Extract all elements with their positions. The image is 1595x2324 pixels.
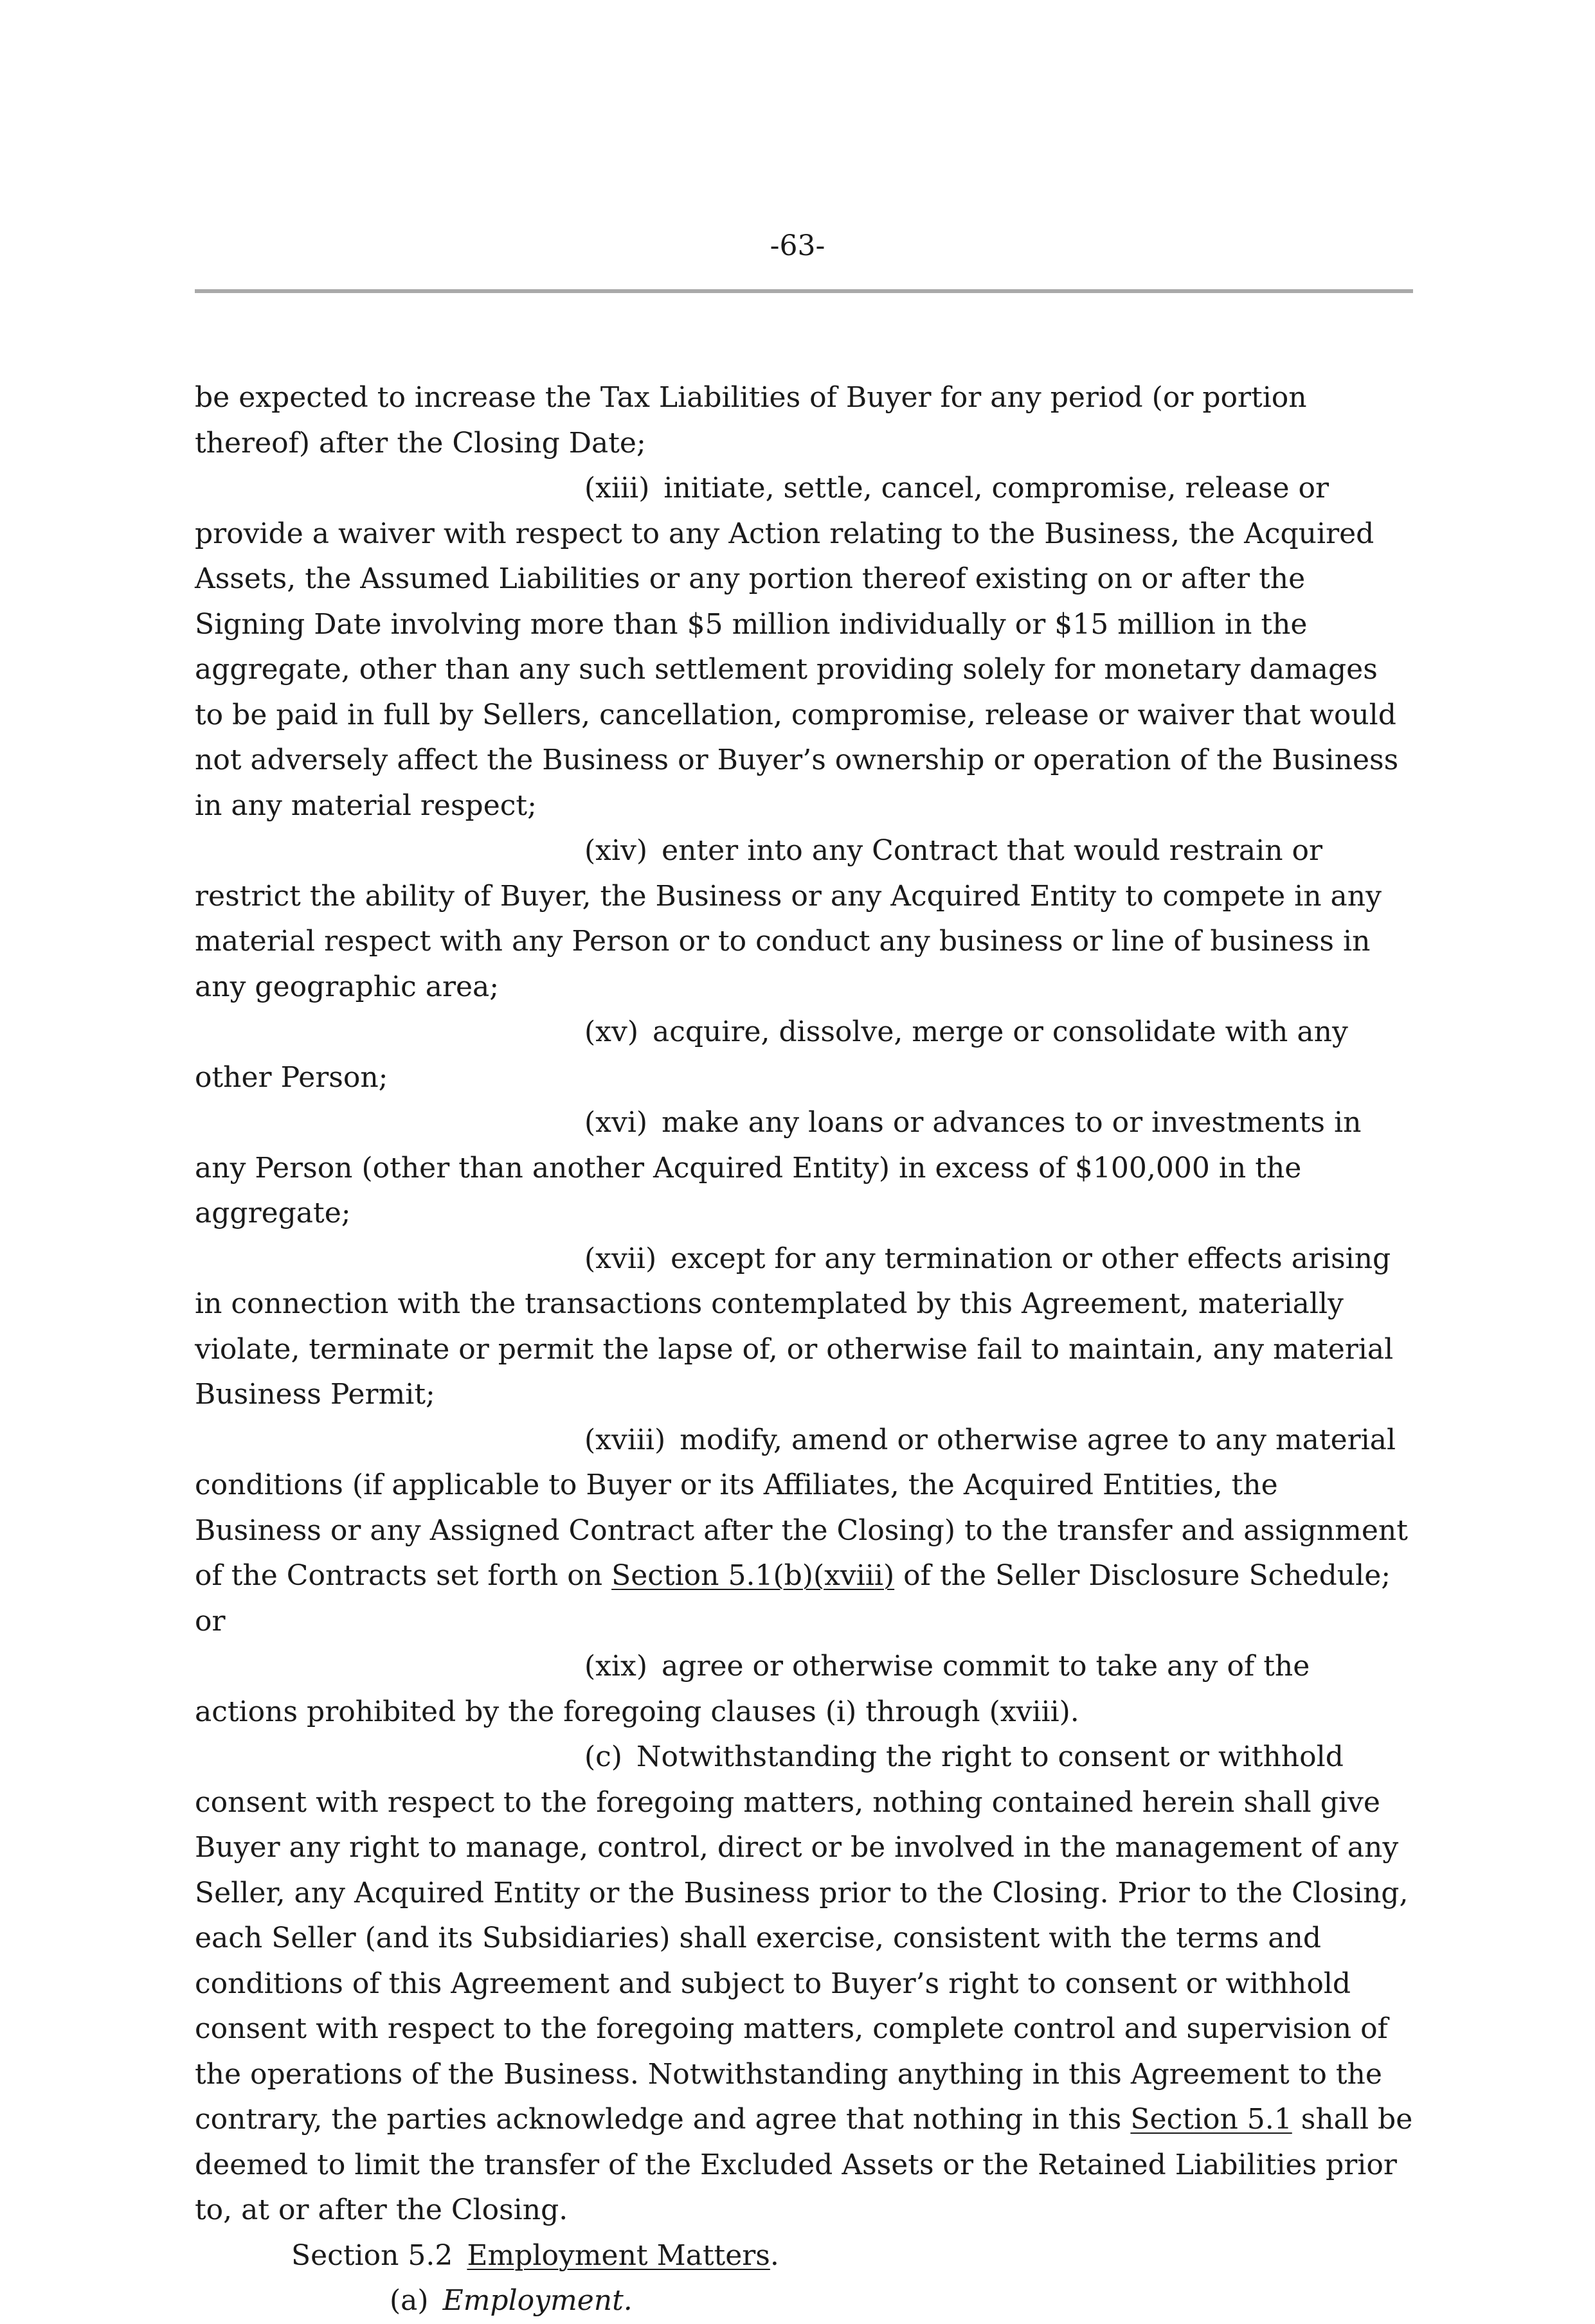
- clause-xviii: [195, 1418, 1413, 1645]
- clause-text: Notwithstanding the right to consent or withhold consent with respect to the foregoing matters, nothing contained herein shall give Buyer any right to manage, control, direct or be involved in the management of any Seller, any Acquired Entity or the Business prior to the Closing. Prior to the Closing, each Seller (and its Subsidiaries) shall exercise, consistent with the terms and conditions of this Agreement and subject to Buyer’s right to consent or withhold consent with respect to the foregoing matters, complete control and supervision of the operations of the Business. Notwithstanding anything in this Agreement to the contrary, the parties acknowledge and agree that nothing in this: [195, 1740, 1409, 2136]
- clause-xiii: [195, 466, 1413, 828]
- subsection-heading: [195, 2278, 1413, 2324]
- document-body: [195, 375, 1413, 2324]
- header-divider: [195, 289, 1413, 293]
- subsection-number: (a): [390, 2284, 429, 2317]
- clause-text-after: shall be deemed to limit the transfer of the Excluded Assets or the Retained Liabilities prior to, at or after the Closing.: [195, 2103, 1413, 2226]
- section-number: Section 5.2: [291, 2239, 453, 2272]
- clause-text: acquire, dissolve, merge or consolidate with any other Person;: [195, 1015, 1348, 1094]
- section-heading: Section 5.2 Employment Matters.: [195, 2233, 1413, 2279]
- clause-number: (xiv): [584, 834, 648, 867]
- clause-text: modify, amend or otherwise agree to any material conditions (if applicable to Buyer or its Affiliates, the Acquired Entities, the Business or any Assigned Contract after the Closing) to the transfer and assignment of the Contracts set forth on: [195, 1423, 1408, 1592]
- clause-text: enter into any Contract that would restrain or restrict the ability of Buyer, the Business or any Acquired Entity to compete in any material respect with any Person or to conduct any business or line of business in any geographic area;: [195, 834, 1382, 1003]
- clause-number: (xvii): [584, 1242, 657, 1275]
- clause-xiv: [195, 828, 1413, 1010]
- section-reference-link[interactable]: Section 5.1: [1130, 2103, 1292, 2136]
- clause-number: (xix): [584, 1650, 648, 1683]
- clause-number: (xviii): [584, 1423, 666, 1456]
- clause-text: make any loans or advances to or investments in any Person (other than another Acquired Entity) in excess of $100,000 in the aggregate;: [195, 1106, 1362, 1229]
- clause-xv: [195, 1010, 1413, 1100]
- clause-number: (xiii): [584, 472, 650, 505]
- clause-number: (xvi): [584, 1106, 648, 1139]
- clause-number: (c): [584, 1740, 622, 1773]
- clause-text: agree or otherwise commit to take any of the actions prohibited by the foregoing clauses (i) through (xviii).: [195, 1650, 1310, 1728]
- page-number: -63-: [770, 229, 825, 262]
- subsection-title: Employment.: [442, 2284, 633, 2317]
- section-reference-link[interactable]: Section 5.1(b)(xviii): [611, 1559, 895, 1592]
- clause-text: initiate, settle, cancel, compromise, release or provide a waiver with respect to any Action relating to the Business, the Acquired Assets, the Assumed Liabilities or any portion thereof existing on or after the Signing Date involving more than $5 million individually or $15 million in the aggregate, other than any such settlement providing solely for monetary damages to be paid in full by Sellers, cancellation, compromise, release or waiver that would not adversely affect the Business or Buyer’s ownership or operation of the Business in any material respect;: [195, 472, 1399, 822]
- paragraph-continuation: be expected to increase the Tax Liabilities of Buyer for any period (or portion thereof) after the Closing Date;: [195, 381, 1307, 460]
- clause-text-after: of the Seller Disclosure Schedule; or: [195, 1559, 1391, 1638]
- clause-number: (xv): [584, 1015, 639, 1048]
- clause-text: except for any termination or other effects arising in connection with the transactions contemplated by this Agreement, materially violate, terminate or permit the lapse of, or otherwise fail to maintain, any material Business Permit;: [195, 1242, 1394, 1411]
- clause-c: [195, 1735, 1413, 2233]
- clause-xvi: [195, 1100, 1413, 1237]
- section-title: Employment Matters: [467, 2239, 770, 2272]
- clause-xix: [195, 1644, 1413, 1735]
- clause-xvii: [195, 1237, 1413, 1418]
